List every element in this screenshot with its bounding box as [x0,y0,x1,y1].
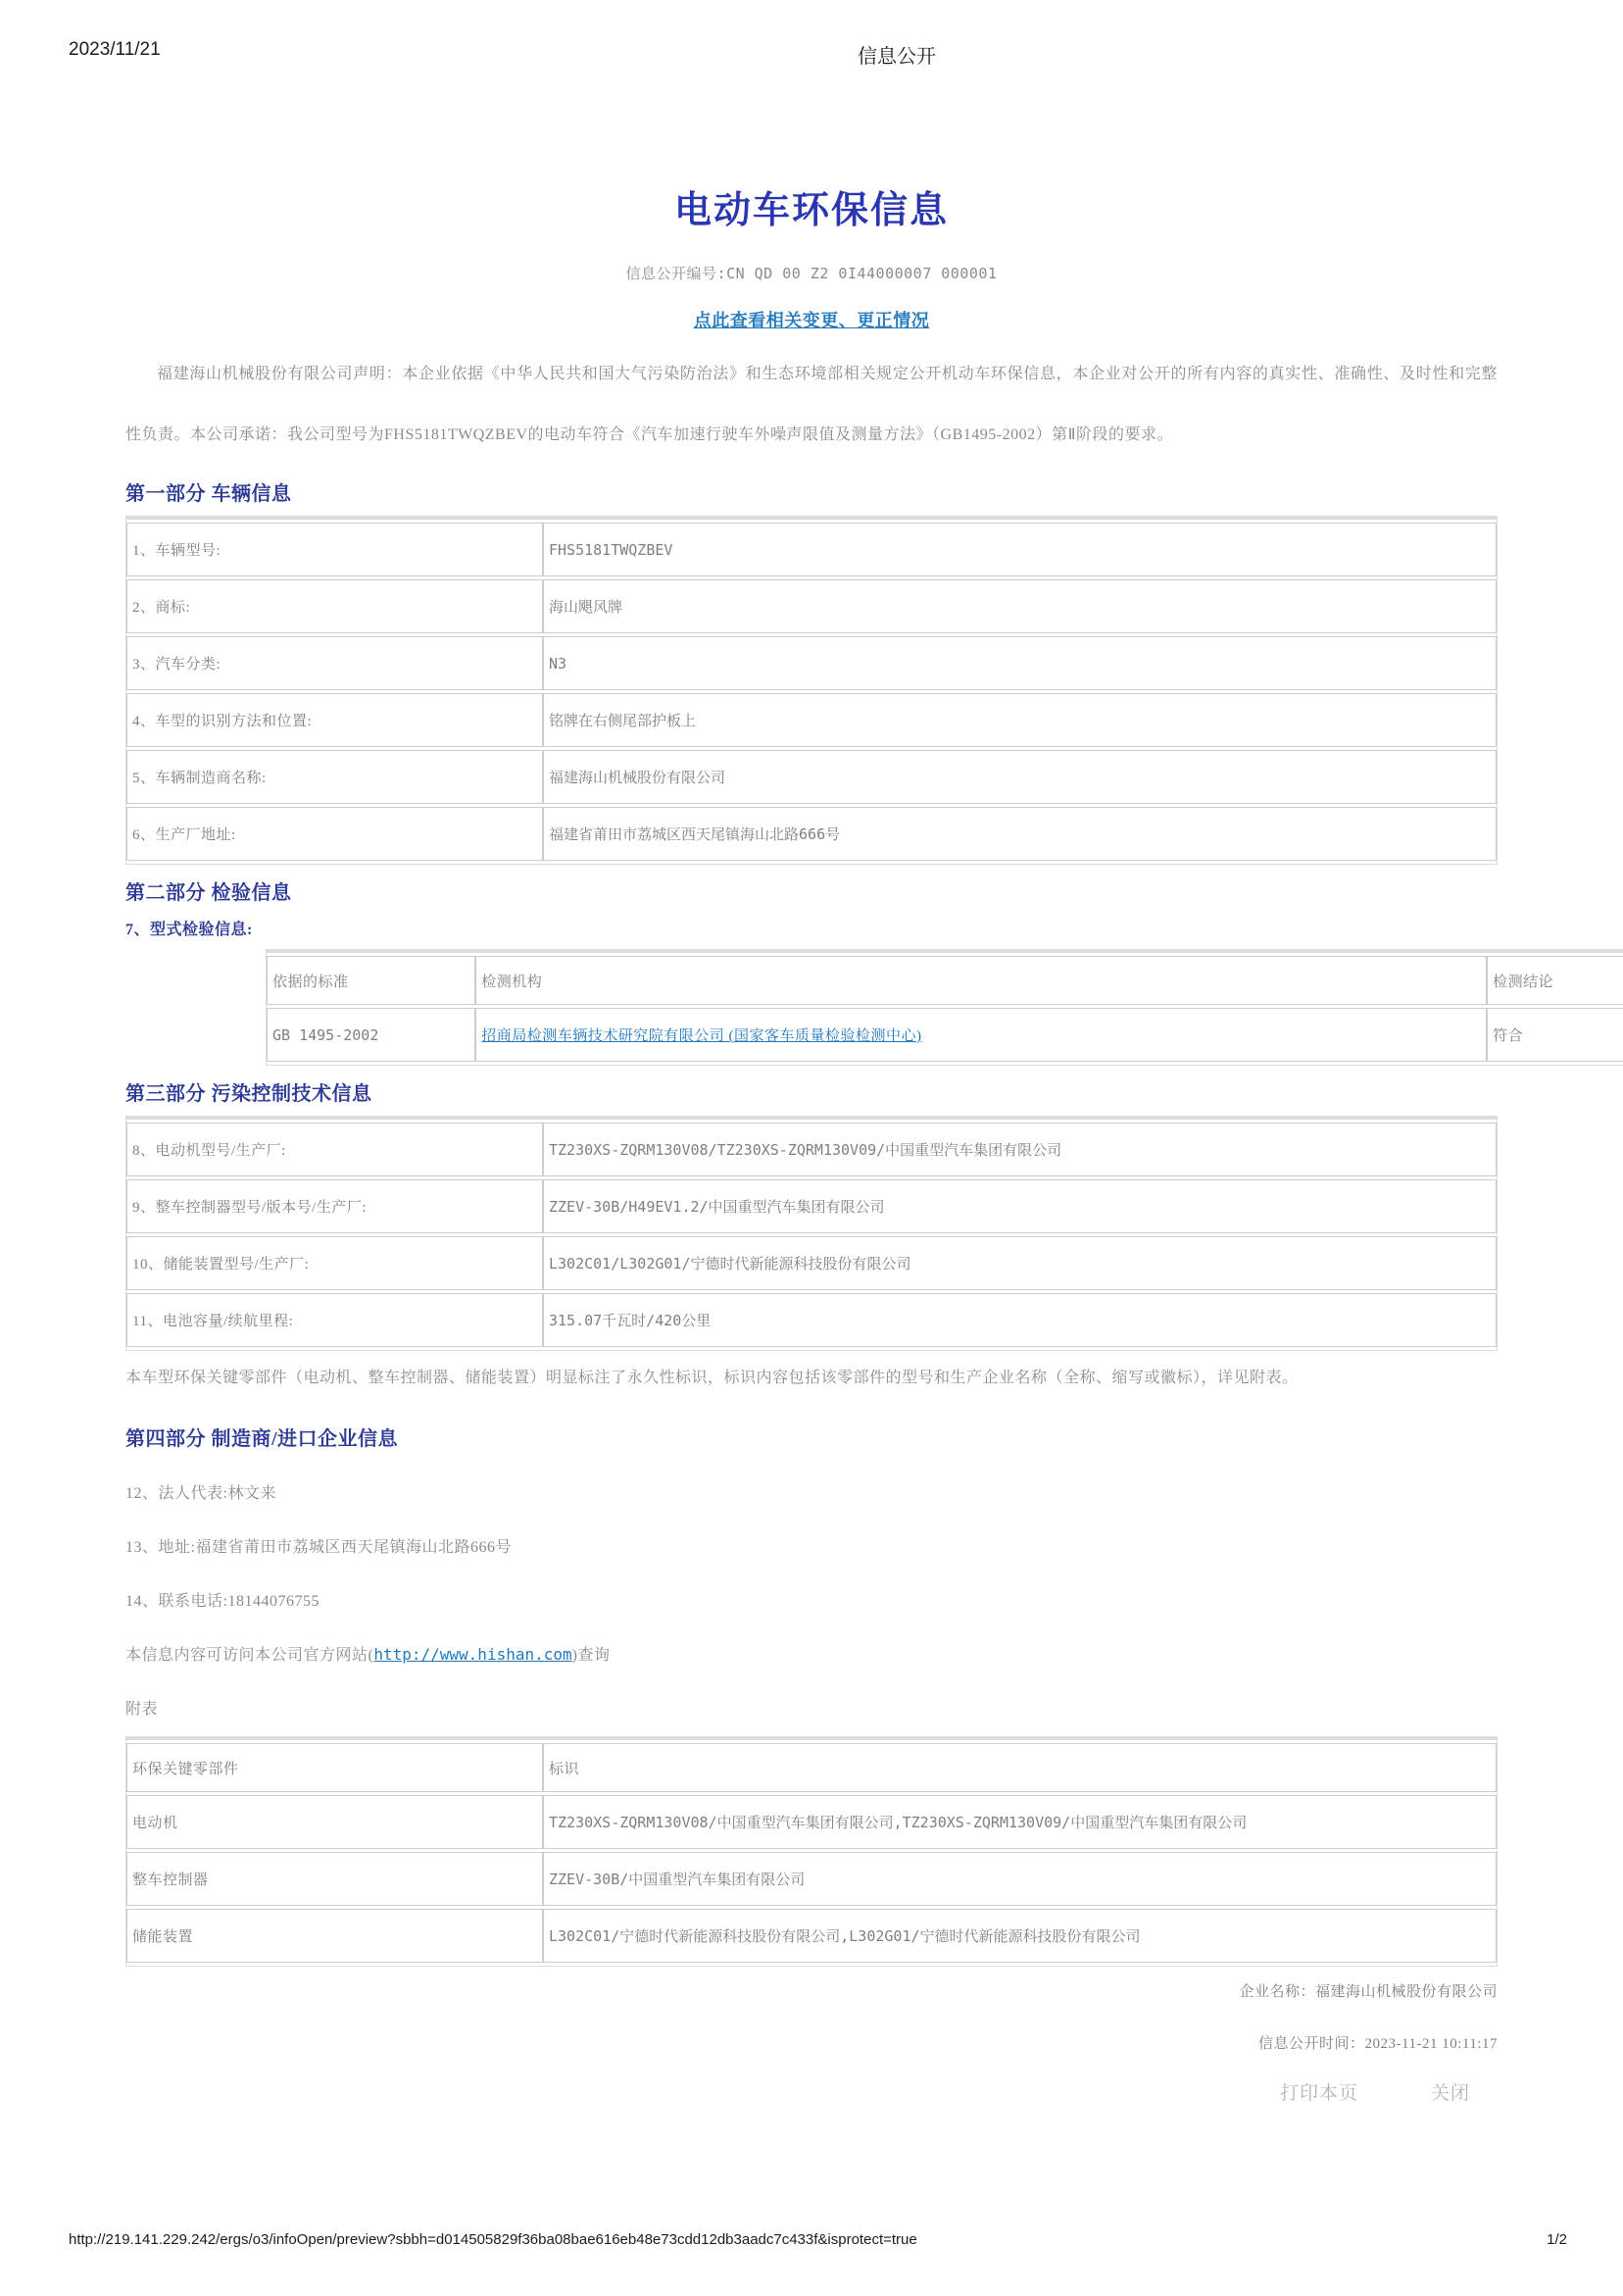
table-row [126,523,1497,576]
address-line: 13、地址:福建省莆田市荔城区西天尾镇海山北路666号 [125,1539,512,1556]
appendix-label: 附表 [125,1701,159,1718]
view-changes-link[interactable]: 点此查看相关变更、更正情况 [693,311,930,330]
table-row [126,1293,1497,1347]
appendix-table [125,1736,1498,1967]
table-row [126,1909,1497,1963]
table-row [126,1123,1497,1176]
changes-link-row [125,307,1498,332]
row-value: 福建海山机械股份有限公司 [543,750,1497,804]
row-value: N3 [543,636,1497,690]
row-label: 5、车辆制造商名称: [126,750,543,804]
publish-time-line: 信息公开时间：2023-11-21 10:11:17 [1258,2036,1498,2052]
part-mark: TZ230XS-ZQRM130V08/中国重型汽车集团有限公司,TZ230XS-ZQRM130V09/中国重型汽车集团有限公司 [543,1795,1497,1849]
phone-line: 14、联系电话:18144076755 [125,1593,320,1610]
table-row [126,693,1497,747]
col-conclusion: 检测结论 [1487,956,1623,1005]
row-value: ZZEV-30B/H49EV1.2/中国重型汽车集团有限公司 [543,1179,1497,1233]
disclosure-number: 信息公开编号:CN QD 00 Z2 0I44000007 000001 [625,265,998,282]
conclusion-value: 符合 [1487,1008,1623,1062]
pollution-control-table [125,1116,1498,1351]
type-test-table [266,949,1623,1066]
col-standard: 依据的标准 [267,956,475,1005]
print-header-title: 信息公开 [858,46,936,68]
vehicle-info-table [125,516,1498,865]
section4-heading: 第四部分 制造商/进口企业信息 [125,1428,399,1450]
row-value: 福建省莆田市荔城区西天尾镇海山北路666号 [543,807,1497,861]
table-row [126,1236,1497,1290]
row-label: 3、汽车分类: [126,636,543,690]
legal-representative-line: 12、法人代表:林文来 [125,1485,276,1502]
document-body [125,0,1554,2053]
row-label: 10、储能装置型号/生产厂: [126,1236,543,1290]
row-value: 315.07千瓦时/420公里 [543,1293,1497,1347]
part-name: 整车控制器 [126,1852,543,1906]
test-agency-link[interactable]: 招商局检测车辆技术研究院有限公司 (国家客车质量检验检测中心) [481,1028,922,1044]
print-footer-url: http://219.141.229.242/ergs/o3/infoOpen/preview?sbbh=d014505829f36ba08bae616eb48e73cdd12db3aadc7c433f&isprotect=true [69,2231,917,2248]
close-button[interactable]: 关闭 [1431,2078,1470,2105]
part-mark: ZZEV-30B/中国重型汽车集团有限公司 [543,1852,1497,1906]
row-label: 6、生产厂地址: [126,807,543,861]
row-label: 1、车辆型号: [126,523,543,576]
table-row [126,1795,1497,1849]
print-page-button[interactable]: 打印本页 [1280,2078,1358,2105]
section1-heading: 第一部分 车辆信息 [125,483,292,505]
col-key-part: 环保关键零部件 [126,1743,543,1792]
standard-value: GB 1495-2002 [267,1008,475,1062]
table-header-row [267,956,1623,1005]
row-value: TZ230XS-ZQRM130V08/TZ230XS-ZQRM130V09/中国重型汽车集团有限公司 [543,1123,1497,1176]
print-page-number: 1/2 [1547,2231,1567,2248]
col-agency: 检测机构 [475,956,1487,1005]
table-row [126,750,1497,804]
company-website-link[interactable]: http://www.hishan.com [373,1645,572,1664]
permanent-mark-note: 本车型环保关键零部件（电动机、整车控制器、储能装置）明显标注了永久性标识，标识内容包括该零部件的型号和生产企业名称（全称、缩写或徽标），详见附表。 [125,1370,1299,1386]
table-row [267,1008,1623,1062]
page-title: 电动车环保信息 [673,190,949,231]
section3-heading: 第三部分 污染控制技术信息 [125,1083,372,1105]
row-value: 铭牌在右侧尾部护板上 [543,693,1497,747]
part-name: 储能装置 [126,1909,543,1963]
part-mark: L302C01/宁德时代新能源科技股份有限公司,L302G01/宁德时代新能源科技股份有限公司 [543,1909,1497,1963]
table-row [126,807,1497,861]
row-value: L302C01/L302G01/宁德时代新能源科技股份有限公司 [543,1236,1497,1290]
type-test-info-label: 7、型式检验信息: [125,922,253,938]
row-label: 8、电动机型号/生产厂: [126,1123,543,1176]
col-mark: 标识 [543,1743,1497,1792]
table-row [126,636,1497,690]
table-row [126,1179,1497,1233]
website-suffix: )查询 [571,1647,611,1664]
table-row [126,579,1497,633]
row-label: 2、商标: [126,579,543,633]
part-name: 电动机 [126,1795,543,1849]
company-name-line: 企业名称：福建海山机械股份有限公司 [1239,1984,1498,2000]
website-line [125,1642,1498,1665]
row-value: FHS5181TWQZBEV [543,523,1497,576]
row-label: 11、电池容量/续航里程: [126,1293,543,1347]
section2-heading: 第二部分 检验信息 [125,882,292,904]
website-prefix: 本信息内容可访问本公司官方网站( [125,1647,374,1664]
table-header-row [126,1743,1497,1792]
table-row [126,1852,1497,1906]
row-label: 4、车型的识别方法和位置: [126,693,543,747]
row-value: 海山飓风牌 [543,579,1497,633]
declaration-paragraph: 福建海山机械股份有限公司声明：本企业依据《中华人民共和国大气污染防治法》和生态环境部相关规定公开机动车环保信息，本企业对公开的所有内容的真实性、准确性、及时性和完整性负责。本公司承诺：我公司型号为FHS5181TWQZBEV的电动车符合《汽车加速行驶车外噪声限值及测量方法》（GB1495-2002）第Ⅱ阶段的要求。 [125,366,1498,443]
row-label: 9、整车控制器型号/版本号/生产厂: [126,1179,543,1233]
print-date: 2023/11/21 [69,39,161,60]
